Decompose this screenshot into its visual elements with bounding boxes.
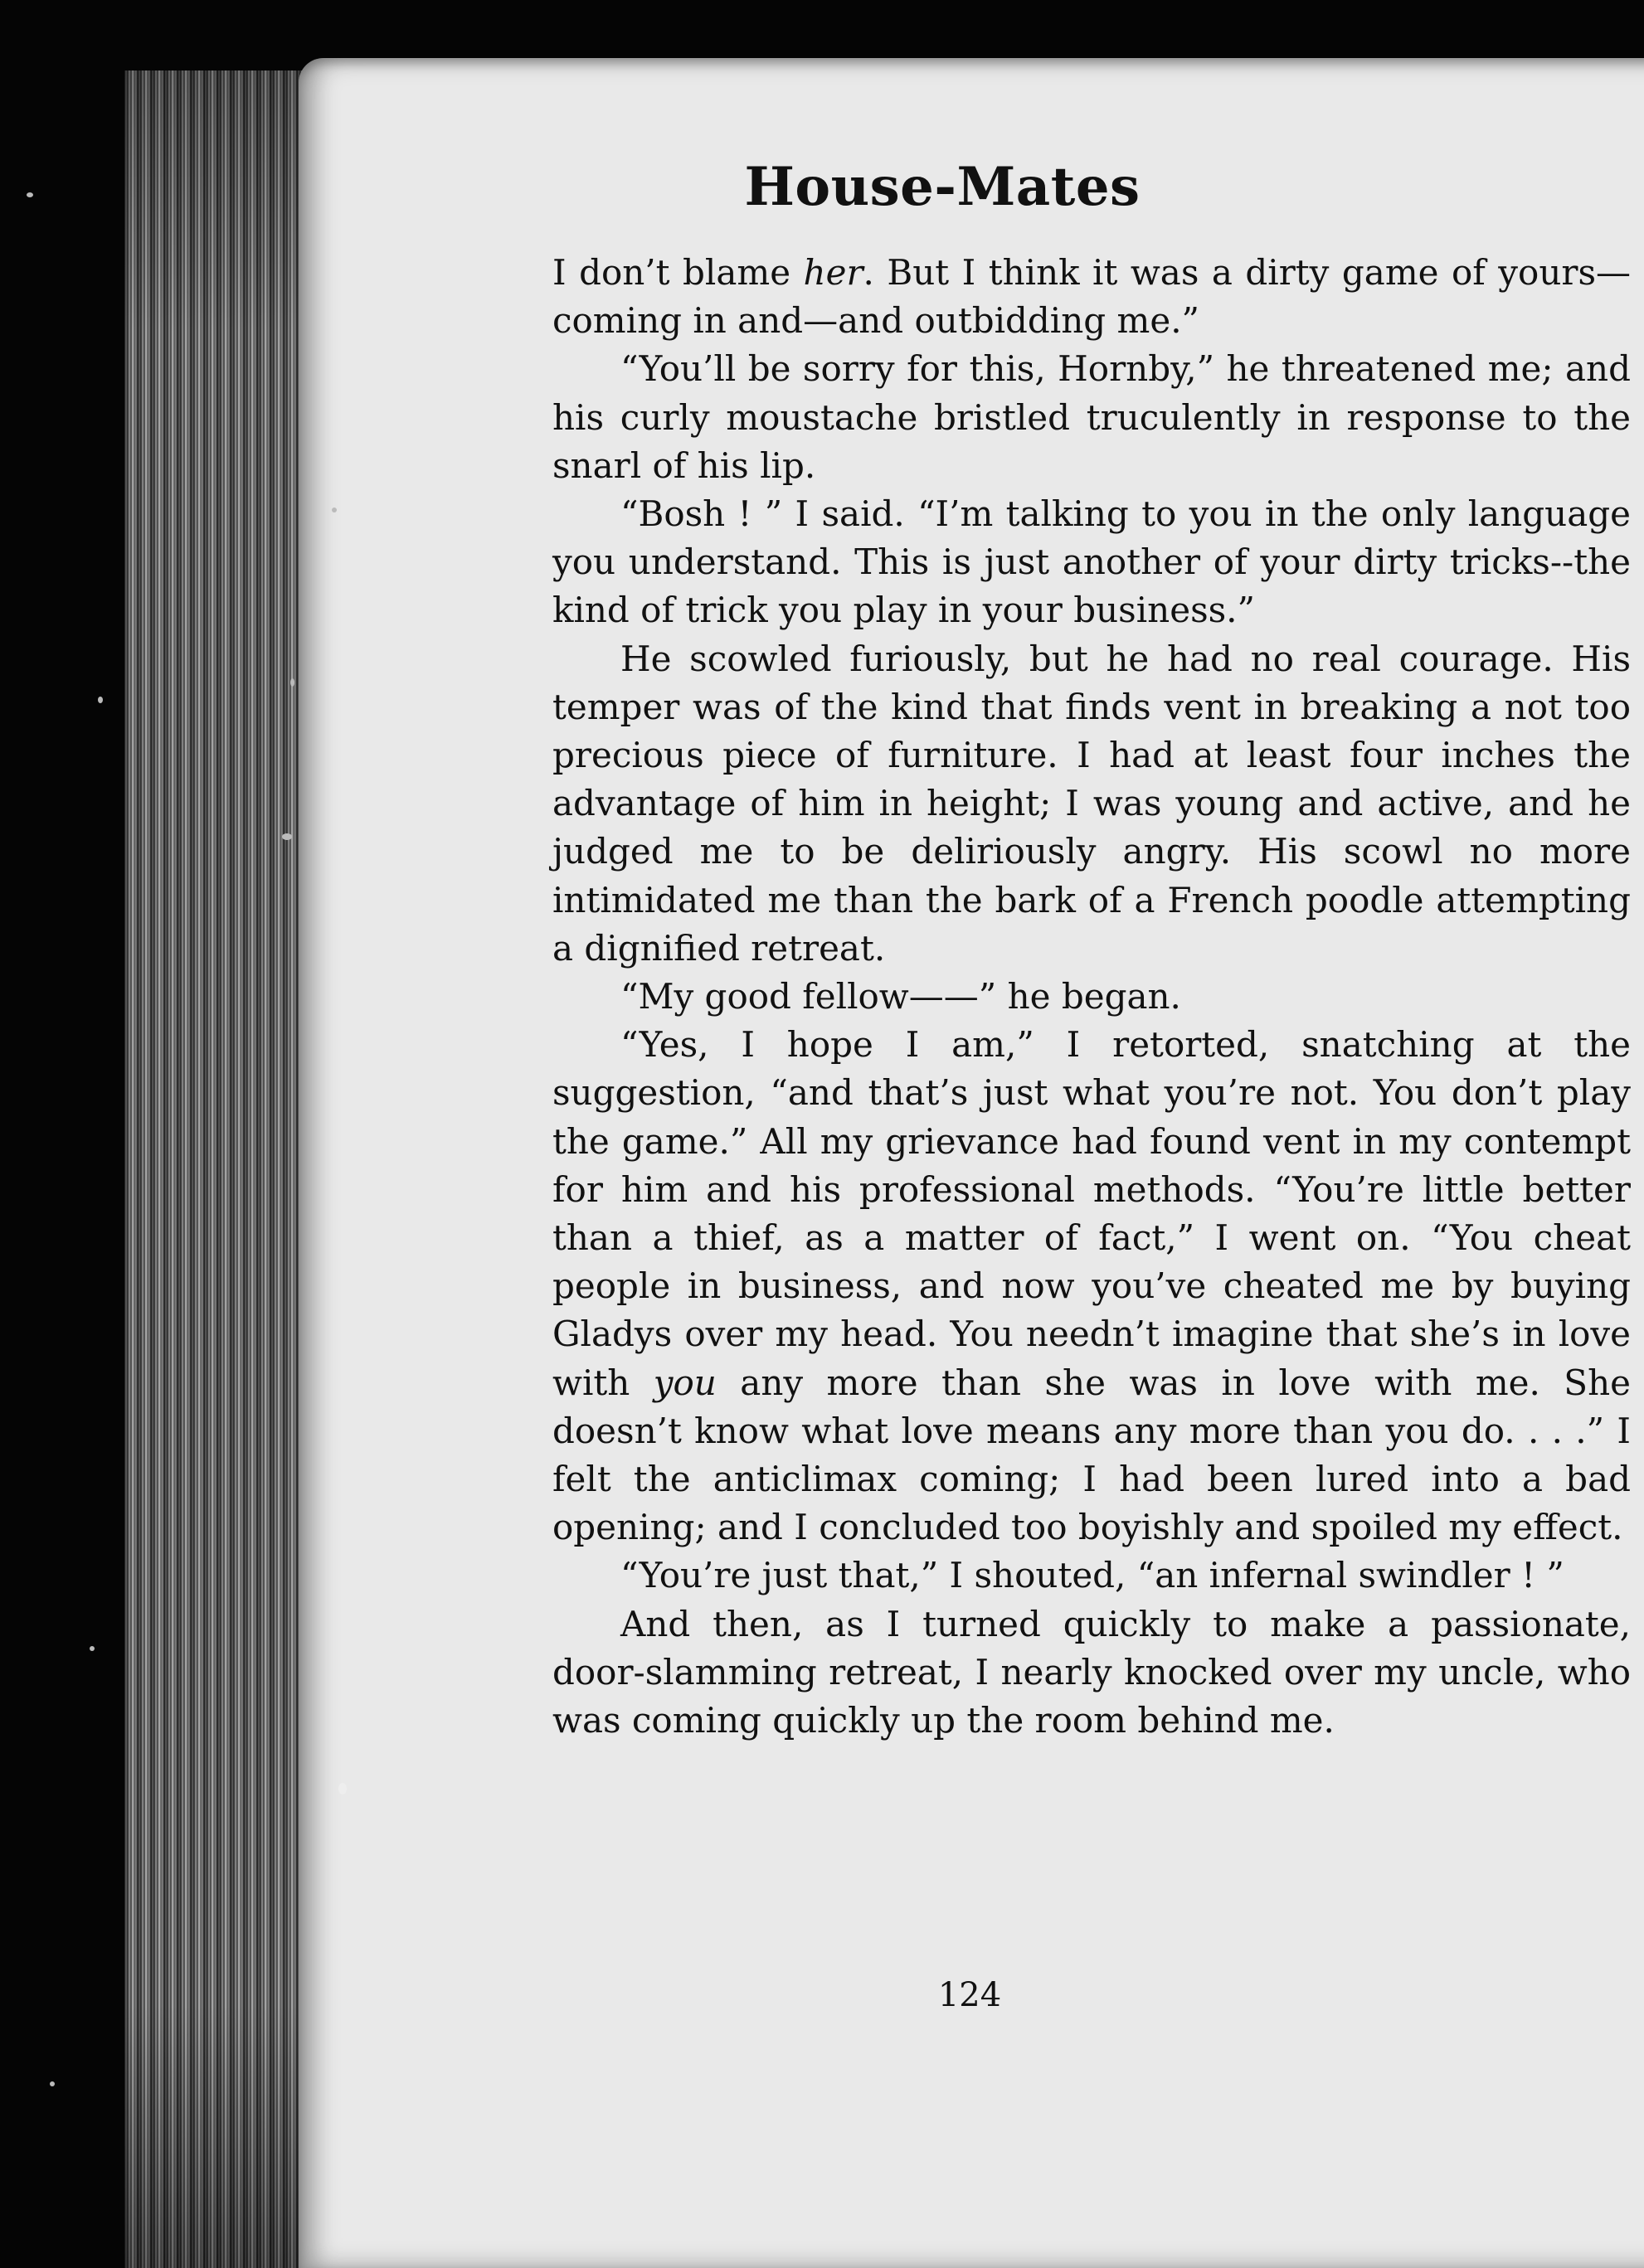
dust-speck bbox=[332, 508, 337, 512]
dust-speck bbox=[290, 678, 294, 687]
dust-speck bbox=[282, 833, 292, 840]
text-run: any more than she was in love with me. She doesn’t know what love means any more than you do. . . .” I felt the anticlimax coming; I had been lured into a bad opening; and I concluded too boyishly and spoiled my effect. bbox=[552, 1362, 1631, 1548]
text-run: . But I think it was a dirty game of yours—coming in and—and outbidding me.” bbox=[552, 252, 1631, 342]
dust-speck bbox=[338, 1783, 347, 1794]
dust-speck bbox=[98, 697, 103, 703]
paragraph bbox=[552, 973, 1631, 1021]
italic-text: you bbox=[653, 1362, 717, 1403]
paragraph bbox=[552, 1600, 1631, 1746]
text-run: “My good fellow——” he began. bbox=[620, 976, 1181, 1017]
text-run: “Yes, I hope I am,” I retorted, snatching at the suggestion, “and that’s just what you’re not. You don’t play the game.” All my grievance had found vent in my contempt for him and his professional methods. “You’re little better than a thief, as a matter of fact,” I went on. “You cheat people in business, and now you’ve cheated me by buying Gladys over my head. You needn’t imagine that she’s in love with bbox=[552, 1024, 1631, 1403]
italic-text: her bbox=[803, 252, 863, 293]
paragraph bbox=[552, 1021, 1631, 1552]
page-number: 124 bbox=[937, 1976, 1002, 2014]
text-run: I don’t blame bbox=[552, 252, 804, 293]
paragraph bbox=[552, 1552, 1631, 1600]
book-page-edges bbox=[124, 70, 315, 2268]
dust-speck bbox=[50, 2081, 55, 2086]
text-run: “You’re just that,” I shouted, “an infernal swindler ! ” bbox=[620, 1555, 1564, 1596]
text-run: “You’ll be sorry for this, Hornby,” he threatened me; and his curly moustache bristled truculently in response to the snarl of his lip. bbox=[552, 348, 1631, 486]
paragraph bbox=[552, 635, 1631, 973]
text-run: He scowled furiously, but he had no real courage. His temper was of the kind that finds vent in breaking a not too precious piece of furniture. I had at least four inches the advantage of him in height; I was young and active, and he judged me to be deliriously angry. His scowl no more intimidated me than the bark of a French poodle attempting a dignified retreat. bbox=[552, 638, 1631, 969]
dust-speck bbox=[90, 1646, 95, 1651]
paragraph bbox=[552, 249, 1631, 345]
running-head: House-Mates bbox=[744, 156, 1141, 218]
paragraph bbox=[552, 490, 1631, 635]
text-run: “Bosh ! ” I said. “I’m talking to you in the only language you understand. This is just another of your dirty tricks--the kind of trick you play in your business.” bbox=[552, 493, 1631, 631]
body-text bbox=[552, 249, 1631, 1745]
paragraph bbox=[552, 345, 1631, 490]
text-run: And then, as I turned quickly to make a passionate, door-slamming retreat, I nearly knocked over my uncle, who was coming quickly up the room behind me. bbox=[552, 1603, 1631, 1741]
